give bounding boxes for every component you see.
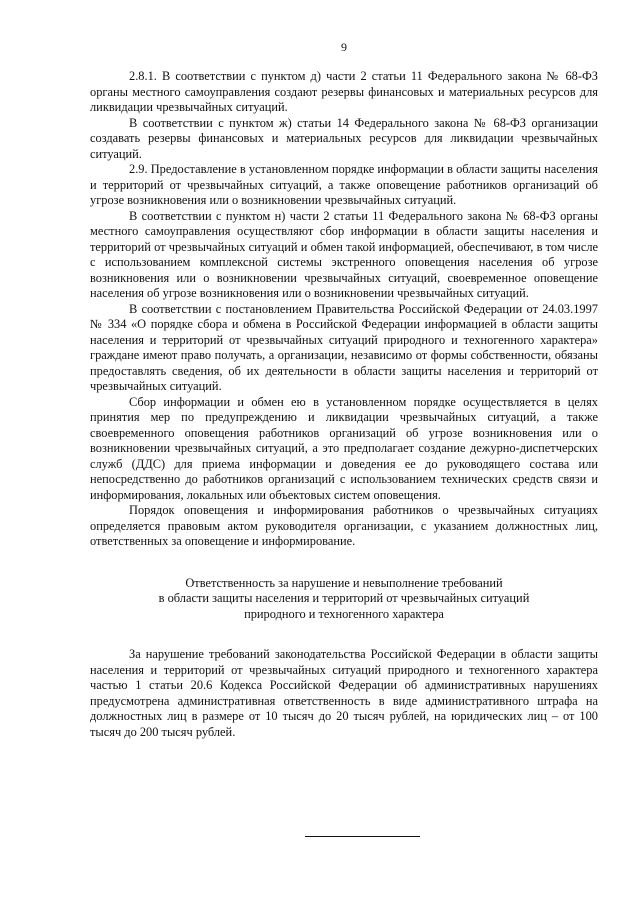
heading-line: Ответственность за нарушение и невыполнение требований — [185, 575, 503, 590]
heading-line: в области защиты населения и территорий от чрезвычайных ситуаций — [158, 591, 530, 605]
paragraph: 2.8.1. В соответствии с пунктом д) части 2 статьи 11 Федерального закона № 68-ФЗ органы местного самоуправления создают резервы финансовых и материальных ресурсов для ликвидации чрезвычайных ситуаций. — [90, 69, 598, 114]
page-number: 9 — [341, 40, 347, 54]
paragraph: В соответствии с пунктом ж) статьи 14 Федерального закона № 68-ФЗ организации создавать резервы финансовых и материальных ресурсов для ликвидации чрезвычайных ситуаций. — [90, 115, 598, 161]
paragraph: Сбор информации и обмен ею в установленном порядке осуществляется в целях принятия мер по предупреждению и ликвидации чрезвычайных ситуаций, а также своевременного оповещения работников организаций об угрозе возникновения или о возникновении чрезвычайных ситуаций, а это предполагает создание дежурно-диспетчерских служб (ДДС) для приема информации и доведения ее до руководящего состава или непосредственно до работников организаций с использованием технических средств связи и информирования, локальных или объектовых систем оповещения. — [90, 394, 598, 502]
paragraph: Порядок оповещения и информирования работников о чрезвычайных ситуациях определяется правовым актом руководителя организации, с указанием должностных лиц, ответственных за оповещение и информирование. — [90, 503, 598, 548]
paragraph: За нарушение требований законодательства Российской Федерации в области защиты населения и территорий от чрезвычайных ситуаций природного и техногенного характера частью 1 статьи 20.6 Кодекса Российской Федерации об административных нарушениях предусмотрена административная ответственность в виде административного штрафа на должностных лиц в размере от 10 тысяч до 20 тысяч рублей, на юридических лиц – от 100 тысяч до 200 тысяч рублей. — [90, 647, 598, 739]
footer-divider — [305, 836, 420, 837]
paragraph: В соответствии с пунктом н) части 2 статьи 11 Федерального закона № 68-ФЗ органы местного самоуправления осуществляют сбор информации в области защиты населения и территорий от чрезвычайных ситуаций и обмен такой информацией, обеспечивают, в том числе с использованием комплексной системы экстренного оповещения населения об угрозе возникновения или о возникновении чрезвычайных ситуаций, своевременное оповещение населения об угрозе возникновения или о возникновении чрезвычайных ситуаций. — [90, 208, 598, 300]
document-page — [90, 0, 598, 905]
paragraph: В соответствии с постановлением Правительства Российской Федерации от 24.03.1997 № 334 «О порядке сбора и обмена в Российской Федерации информацией в области защиты населения и территорий от чрезвычайных ситуаций природного и техногенного характера» граждане имеют право получать, а организации, независимо от формы собственности, обязаны предоставлять сведения, об их деятельности в области защиты населения и территорий от чрезвычайных ситуаций. — [90, 301, 598, 393]
document-body — [90, 69, 598, 740]
section-heading — [90, 576, 598, 623]
paragraph: 2.9. Предоставление в установленном порядке информации в области защиты населения и территорий от чрезвычайных ситуаций, а также оповещение работников организаций об угрозе возникновения или о возникновении чрезвычайных ситуаций. — [90, 162, 598, 207]
heading-line: природного и техногенного характера — [244, 606, 444, 621]
